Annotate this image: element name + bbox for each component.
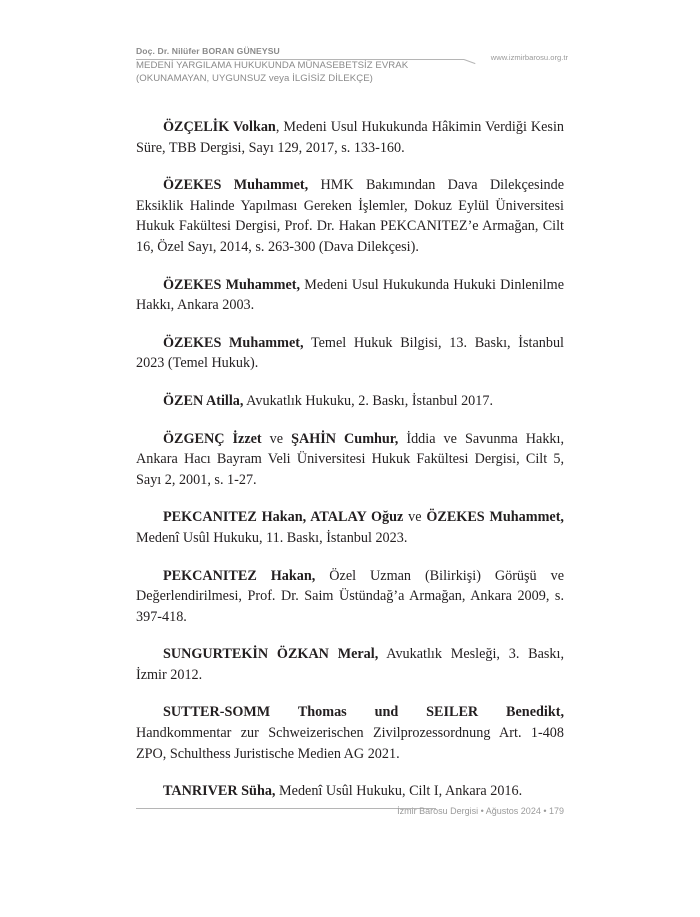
reference-item [136, 781, 564, 802]
reference-conjunction: ve [403, 509, 427, 526]
reference-author: SUTTER-SOMM Thomas und SEILER Benedikt, [163, 704, 564, 721]
reference-item [136, 391, 564, 412]
reference-item [136, 507, 564, 548]
reference-author: ÖZGENÇ İzzet [163, 430, 262, 447]
reference-item [136, 702, 564, 764]
reference-list [136, 117, 564, 819]
reference-text: Medenî Usûl Hukuku, 11. Baskı, İstanbul 2023. [136, 529, 408, 546]
reference-author: SUNGURTEKİN ÖZKAN Meral, [163, 646, 379, 663]
reference-coauthor: ŞAHİN Cumhur, [291, 430, 399, 447]
reference-item [136, 175, 564, 257]
reference-author: ÖZEKES Muhammet, [163, 334, 304, 351]
website-link[interactable]: www.izmirbarosu.org.tr [490, 53, 568, 62]
reference-author: ÖZEKES Muhammet, [163, 276, 301, 293]
article-title-line2: (OKUNAMAYAN, UYGUNSUZ veya İLGİSİZ DİLEKÇE) [136, 73, 373, 84]
reference-coauthor: ÖZEKES Muhammet, [426, 509, 564, 526]
reference-author: ÖZEKES Muhammet, [163, 177, 309, 194]
reference-author: ÖZÇELİK Volkan [163, 119, 276, 135]
reference-text: , Medeni Usul Hukukunda Hâkimin Verdiği Kesin Süre, TBB Dergisi, Sayı 129, 2017, s. 133-160. [136, 119, 564, 156]
reference-item [136, 333, 564, 374]
page-footer: İzmir Barosu Dergisi • Ağustos 2024 • 179 [397, 806, 564, 816]
reference-item [136, 644, 564, 685]
reference-text: Avukatlık Mesleği, 3. Baskı, İzmir 2012. [136, 646, 564, 683]
reference-text: HMK Bakımından Dava Dilekçesinde Eksiklik Halinde Yapılması Gereken İşlemler, Dokuz Eylül Üniversitesi Hukuk Fakültesi Dergisi, Prof. Dr. Hakan PEKCANITEZ’e Armağan, Cilt 16, Özel Sayı, 2014, s. 263-300 (Dava Dilekçesi). [136, 177, 564, 255]
reference-text: Özel Uzman (Bilirkişi) Görüşü ve Değerlendirilmesi, Prof. Dr. Saim Üstündağ’a Armağan, Ankara 2009, s. 397-418. [136, 567, 564, 625]
header-rule [136, 59, 464, 60]
reference-author: PEKCANITEZ Hakan, ATALAY Oğuz [163, 509, 404, 526]
reference-text: Medeni Usul Hukukunda Hukuki Dinlenilme Hakkı, Ankara 2003. [136, 276, 564, 314]
reference-item [136, 117, 564, 158]
reference-item [136, 429, 564, 491]
reference-text: Temel Hukuk Bilgisi, 13. Baskı, İstanbul 2023 (Temel Hukuk). [136, 334, 564, 372]
reference-item [136, 566, 564, 628]
reference-text: Handkommentar zur Schweizerischen Zivilprozessordnung Art. 1-408 ZPO, Schulthess Juristische Medien AG 2021. [136, 725, 564, 762]
reference-conjunction: ve [261, 430, 292, 447]
page-header [136, 46, 568, 96]
author-name: Doç. Dr. Nilüfer BORAN GÜNEYSU [136, 46, 280, 56]
reference-text: Avukatlık Hukuku, 2. Baskı, İstanbul 2017. [243, 392, 494, 409]
reference-author: TANRIVER Süha, [163, 783, 276, 800]
footer-rule [136, 808, 436, 809]
reference-text: İddia ve Savunma Hakkı, Ankara Hacı Bayram Veli Üniversitesi Hukuk Fakültesi Dergisi, Cilt 5, Sayı 2, 2001, s. 1-27. [136, 430, 564, 488]
reference-author: PEKCANITEZ Hakan, [163, 567, 316, 584]
reference-author: ÖZEN Atilla, [163, 392, 244, 409]
reference-item [136, 275, 564, 316]
article-title-line1: MEDENİ YARGILAMA HUKUKUNDA MÜNASEBETSİZ EVRAK [136, 60, 409, 71]
reference-text: Medenî Usûl Hukuku, Cilt I, Ankara 2016. [275, 783, 523, 800]
